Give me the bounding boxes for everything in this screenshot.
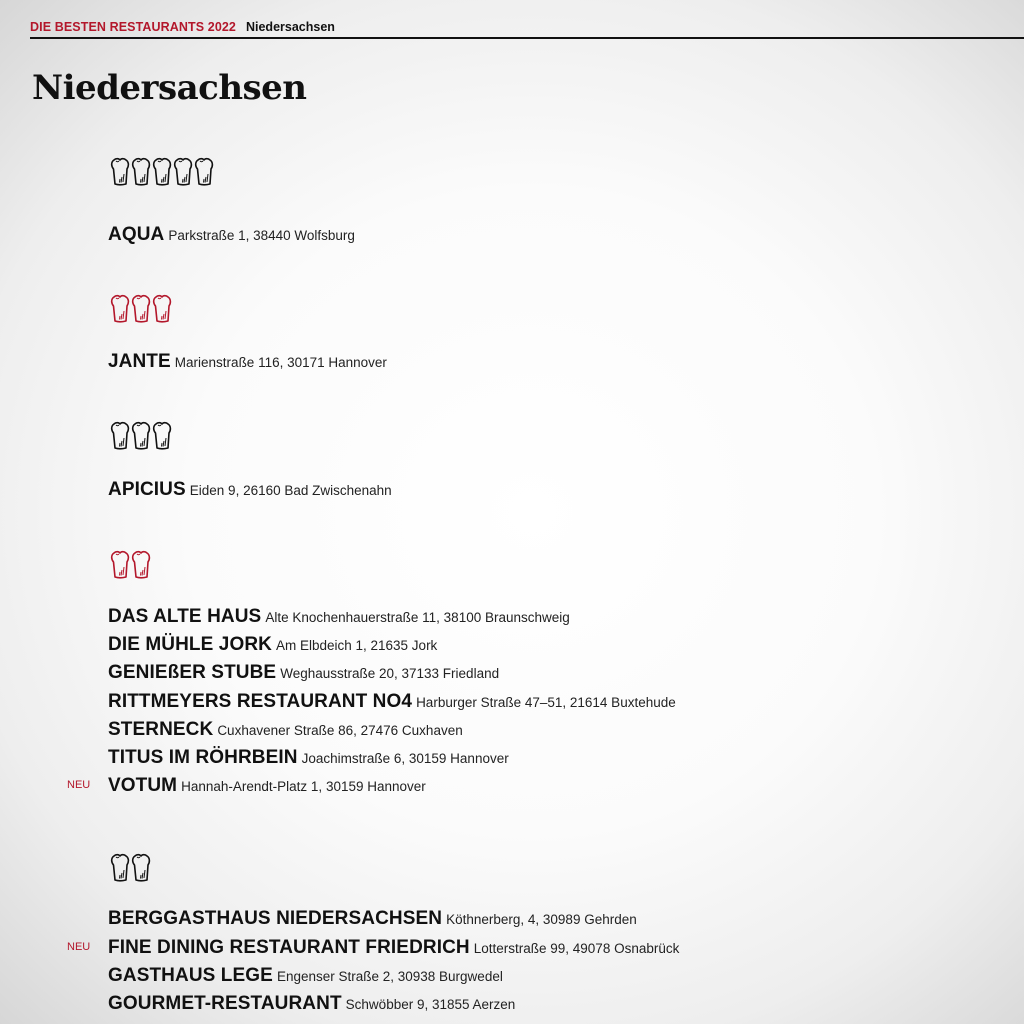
restaurant-name: STERNECK bbox=[108, 719, 214, 740]
restaurant-address: Schwöbber 9, 31855 Aerzen bbox=[345, 997, 516, 1012]
restaurant-name: JANTE bbox=[108, 351, 171, 372]
restaurant-name: AQUA bbox=[108, 224, 165, 245]
chef-hat-icon bbox=[110, 421, 130, 451]
new-badge: NEU bbox=[67, 941, 91, 953]
restaurant-entry bbox=[0, 908, 1024, 932]
restaurant-name: FINE DINING RESTAURANT FRIEDRICH bbox=[108, 937, 470, 958]
restaurant-name: GASTHAUS LEGE bbox=[108, 965, 273, 986]
restaurant-name: BERGGASTHAUS NIEDERSACHSEN bbox=[108, 908, 443, 929]
rating-5-toques bbox=[110, 157, 214, 187]
restaurant-address: Eiden 9, 26160 Bad Zwischenahn bbox=[189, 483, 392, 498]
restaurant-entry bbox=[0, 634, 1024, 658]
rating-3-red-toques bbox=[110, 294, 172, 324]
restaurant-entry bbox=[0, 351, 1024, 375]
restaurant-address: Alte Knochenhauerstraße 11, 38100 Braunschweig bbox=[265, 610, 570, 625]
chef-hat-icon bbox=[152, 294, 172, 324]
restaurant-address: Parkstraße 1, 38440 Wolfsburg bbox=[168, 228, 355, 243]
restaurant-name: TITUS IM RÖHRBEIN bbox=[108, 747, 298, 768]
restaurant-entry bbox=[0, 719, 1024, 743]
running-header bbox=[30, 17, 1024, 39]
chef-hat-icon bbox=[131, 550, 151, 580]
chef-hat-icon bbox=[173, 157, 193, 187]
restaurant-name: DIE MÜHLE JORK bbox=[108, 634, 272, 655]
restaurant-name: GENIEßER STUBE bbox=[108, 662, 277, 683]
restaurant-entry bbox=[0, 224, 1024, 248]
restaurant-entry bbox=[0, 965, 1024, 989]
restaurant-address: Engenser Straße 2, 30938 Burgwedel bbox=[276, 969, 503, 984]
header-region: Niedersachsen bbox=[245, 20, 335, 34]
restaurant-address: Hannah-Arendt-Platz 1, 30159 Hannover bbox=[181, 779, 426, 794]
restaurant-name: GOURMET-RESTAURANT bbox=[108, 993, 342, 1014]
header-series-title: DIE BESTEN RESTAURANTS 2022 bbox=[30, 20, 236, 34]
restaurant-name: APICIUS bbox=[108, 479, 186, 500]
restaurant-address: Lotterstraße 99, 49078 Osnabrück bbox=[473, 941, 680, 956]
chef-hat-icon bbox=[131, 157, 151, 187]
restaurant-entry bbox=[0, 606, 1024, 630]
restaurant-address: Cuxhavener Straße 86, 27476 Cuxhaven bbox=[217, 723, 463, 738]
restaurant-entry bbox=[0, 937, 1024, 961]
restaurant-entry bbox=[0, 662, 1024, 686]
chef-hat-icon bbox=[110, 157, 130, 187]
chef-hat-icon bbox=[110, 294, 130, 324]
chef-hat-icon bbox=[110, 853, 130, 883]
restaurant-address: Weghausstraße 20, 37133 Friedland bbox=[280, 666, 500, 681]
restaurant-entry bbox=[0, 775, 1024, 799]
chef-hat-icon bbox=[131, 853, 151, 883]
rating-2-red-toques bbox=[110, 550, 151, 580]
chef-hat-icon bbox=[131, 421, 151, 451]
restaurant-name: VOTUM bbox=[108, 775, 178, 796]
rating-2-toques bbox=[110, 853, 151, 883]
restaurant-address: Joachimstraße 6, 30159 Hannover bbox=[301, 751, 509, 766]
restaurant-name: RITTMEYERS RESTAURANT NO4 bbox=[108, 691, 413, 712]
restaurant-address: Marienstraße 116, 30171 Hannover bbox=[174, 355, 387, 370]
restaurant-entry bbox=[0, 691, 1024, 715]
restaurant-name: DAS ALTE HAUS bbox=[108, 606, 262, 627]
restaurant-address: Harburger Straße 47–51, 21614 Buxtehude bbox=[416, 695, 676, 710]
restaurant-entry bbox=[0, 479, 1024, 503]
chef-hat-icon bbox=[152, 157, 172, 187]
restaurant-entry bbox=[0, 993, 1024, 1017]
page-title: Niedersachsen bbox=[32, 68, 307, 108]
chef-hat-icon bbox=[131, 294, 151, 324]
new-badge: NEU bbox=[67, 779, 91, 791]
chef-hat-icon bbox=[152, 421, 172, 451]
chef-hat-icon bbox=[194, 157, 214, 187]
restaurant-entry bbox=[0, 747, 1024, 771]
restaurant-address: Am Elbdeich 1, 21635 Jork bbox=[275, 638, 438, 653]
chef-hat-icon bbox=[110, 550, 130, 580]
restaurant-address: Köthnerberg, 4, 30989 Gehrden bbox=[446, 912, 637, 927]
rating-3-toques bbox=[110, 421, 172, 451]
